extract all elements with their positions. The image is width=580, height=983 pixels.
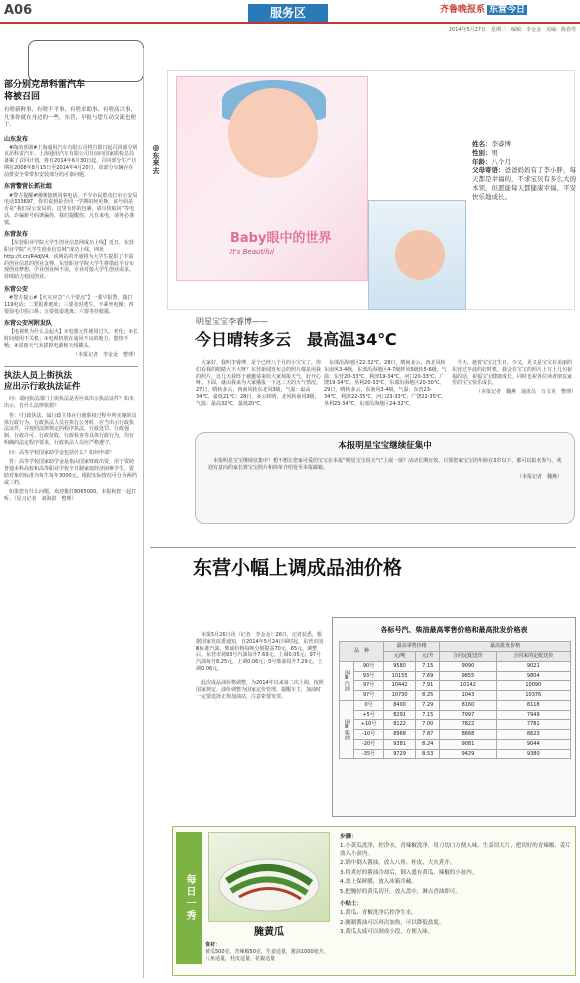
table-cell: 7822 [440, 720, 496, 730]
table-cell: 8122 [384, 720, 416, 730]
table-cell: 97号 [354, 691, 384, 701]
table-cell: 8.53 [416, 749, 440, 759]
table-group-label: 国Ⅲ柴油 [340, 700, 354, 759]
steps-title: 步骤： [340, 834, 357, 840]
daily-label: 每日一秀 [176, 832, 202, 964]
qa-headline-line2: 应出示行政执法证件 [4, 382, 81, 393]
left-column [4, 80, 138, 975]
table-cell: 8968 [384, 730, 416, 740]
table-cell: -20号 [354, 739, 384, 749]
baby-face-small [395, 230, 445, 280]
left-section-title: 东营发布 [4, 231, 29, 239]
oil-headline: 东营小幅上调成品油价格 [193, 557, 403, 579]
left-reporter: （本报记者 李金金 整理） [72, 351, 138, 358]
qa-item: 答：《行政执法，属行政主体在行使职权过程中所实施的具体行政行为。行政执法人员在执行公务时，应当出示行政执法证件，并按照法律规定的程序执法。行政处罚、行政强制、行政许可、行政征收、行政检查等具体行政行为，均有明确的法定程序要求，行政执法人员应严格遵守。 [4, 412, 137, 446]
weather-body-col2: 东部沿海地区22-32℃。28日，晴间多云，西北风转东南风3-4级，东部沿海地区4-7级阵风5级转5-6级，气温：东营20-33℃，利津19-34℃，河口20-33℃，广饶19-34℃，垦利20-33℃，东部沿海地区20-30℃。29日，晴转多云，东南风3-4级，气温：东营23-34℃，利津22-35℃，河口23-33℃，广饶22-35℃，垦利23-34℃，东部沿海地区24-32℃。 [324, 360, 447, 407]
table-cell: 7997 [440, 710, 496, 720]
oil-table-title: 各标号汽、柴油最高零售价格和最高批发价格表 [380, 626, 528, 634]
table-cell: 8291 [384, 710, 416, 720]
table-cell: 7781 [496, 720, 570, 730]
table-cell: 9381 [384, 739, 416, 749]
left-section-title: 东营公安河附发队 [4, 320, 53, 328]
recipe-step: 5.把腌好的黄瓜切开，放入盘中，淋点香油即可。 [340, 888, 461, 895]
left-section [4, 183, 138, 226]
baby-info [472, 140, 576, 310]
col-header-retail: 最高零售价格 [384, 642, 440, 652]
col-unit: 元/吨 [384, 652, 416, 662]
col-unit: 合同定配送价 [440, 652, 496, 662]
col-header-wholesale: 最高批发价格 [440, 642, 571, 652]
recipe-tip: 1.黄瓜、青椒洗净后控净生水。 [340, 910, 417, 917]
table-cell: 9090 [440, 661, 496, 671]
table-cell: 10442 [384, 681, 416, 691]
table-cell: 8400 [384, 700, 416, 710]
ingredients [205, 942, 333, 962]
header-divider [0, 22, 580, 24]
table-cell: 9380 [496, 749, 570, 759]
ingredients-title: 食材： [205, 942, 221, 948]
baby-face [228, 88, 318, 178]
oil-price-table-box [332, 617, 576, 817]
table-cell: 1043 [440, 691, 496, 701]
table-cell: 7.15 [416, 710, 440, 720]
baby-info-row [472, 149, 576, 158]
table-row [340, 700, 571, 710]
table-cell: 8160 [440, 700, 496, 710]
table-row [340, 671, 571, 681]
table-row [340, 710, 571, 720]
table-row [340, 749, 571, 759]
oil-body-1: 本报5月26日讯（记者 李金金）26日，记者获悉，根据国家发改委通知，自2014年5月24日零时起，东营市国Ⅲ标准汽油、柴油价格每吨分别提高70元、65元。调整后，东营市场93号汽油每升7.69元，上调0.05元；97号汽油每升8.25元，上调0.06元；0号柴油每升7.29元，上调0.06元。 [196, 632, 324, 672]
table-cell: 9729 [384, 749, 416, 759]
logo-suffix: 系 [476, 5, 486, 15]
page-number: A06 [4, 3, 33, 18]
recipe-tip: 3.黄瓜太咸可以剁成小段，方便入味。 [340, 929, 434, 936]
table-group-label: 国Ⅲ汽油 [340, 661, 354, 700]
table-row [340, 681, 571, 691]
table-cell: 9021 [496, 661, 570, 671]
left-section [4, 320, 138, 349]
qa-item: 答：高等学校国家助学金是指由国家财政出资，用于资助普通本科高校和高等职业学校全日制家庭经济困难学生，资助对象的标准为每生每年3000元，根据实际情况可分为两档或三档。 [4, 459, 137, 486]
oil-body-2: 此次成品油价格调整，为2014年以来第二次上调。按照国家规定，油价调整为国家定价管理。提醒车主，加油时一定要选择正规加油站，注意索要发票。 [196, 680, 324, 700]
qa-item: 如果您有什么问题，欢迎拨打8065000，本报和您一起打听。（见习记者 刘海滨 整理） [4, 489, 137, 503]
qa-headline [4, 371, 138, 393]
left-section-body: #陶冶喜剧#上海通用汽车有限公司将自即日起召回部分别克昂科雷汽车。上海通用汽车有限公司日前向国家质检总局备案了召回计划，将自2014年6月30日起，召回部分生产日期在2008年8月15日至2014年4月20日、该部分车辆存在前排安全带带扣安装部分的可靠问题。 [4, 144, 138, 178]
corner-frame [28, 40, 144, 82]
table-cell: 8.25 [416, 691, 440, 701]
vertical-label: @东来去 [152, 144, 160, 176]
recipe-step: 1.小黄瓜洗净，控净水，青辣椒洗净，用刀切口方便入味。生姜切大片，把切好的青辣椒、姜片放入小盆内。 [340, 843, 571, 857]
ingredients-text: 黄瓜500克，青辣椒50克，生姜适量，酱油1000毫升，八角适量，桂皮适量，花椒适量 [205, 948, 329, 962]
notice-box [195, 432, 575, 524]
col-header-variety: 品 种 [340, 642, 384, 662]
weather-headline: 今日晴转多云 最高温34℃ [195, 330, 397, 349]
parent-words-title: 父母寄语： [472, 166, 505, 175]
table-cell: 7.00 [416, 720, 440, 730]
table-row [340, 691, 571, 701]
table-cell: 8.24 [416, 739, 440, 749]
section-title: 服务区 [248, 4, 328, 22]
info-value: 李睿博 [491, 140, 511, 148]
parent-words-text: 爸爸妈妈有了李小胖，每天都是幸福的，不求宝贝有多么大的本领，但愿能每天都健康幸福、平安快乐地成长。 [472, 166, 576, 201]
dish-photo [208, 832, 330, 922]
table-cell: 7.29 [416, 700, 440, 710]
left-section-title: 东营公安 [4, 285, 29, 293]
weather-body-text: 今天，趁着宝宝过生日，少又，更又是宝宝在美丽的东营过早晨的好时机，我会在宝宝的照片上写上几句祝福的话，祝福宝宝健康成长，同时也祝各位读者朋友家里的宝宝快乐成长。 [452, 360, 573, 387]
section-divider [150, 547, 576, 548]
table-cell: 7.15 [416, 661, 440, 671]
left-section [4, 231, 138, 281]
table-cell: 0号 [354, 700, 384, 710]
table-row [340, 730, 571, 740]
qa-block [4, 366, 138, 503]
dish-name: 腌黄瓜 [254, 927, 284, 938]
info-key: 年龄： [472, 157, 492, 166]
weather-subhead: 明星宝宝李睿博—— [196, 317, 268, 326]
recipe-step: 2.锅中倒入酱油，放入八角、桂皮、大火煮开。 [340, 860, 456, 867]
table-header-row [340, 642, 571, 652]
table-cell: 7.87 [416, 730, 440, 740]
table-cell: 10730 [384, 691, 416, 701]
info-key: 性别： [472, 148, 492, 157]
qa-headline-line1: 执法人员上街执法 [4, 371, 73, 382]
left-section-body: #警方提醒#刚刚接到同事电话，不少市民群众打市公安局电话333697，你们说到是否同一学期如何更换，该号码是否是“我们是公安局的，这里有你的包裹，请尽快取回”等电话，诈骗新号码诱骗你，我们提醒你，凡有来电，请务必谨慎。 [4, 192, 138, 226]
notice-body: 本报明星宝宝继续征集中！想不想让您家可爱的宝宝在本报“明星宝宝说天气”上展一展？活动长期有效，只要您家宝宝的年龄在3岁以下，都可以报名参与。欢迎有意向的家长将宝宝照片和简单介绍发至本报邮箱。 [208, 458, 562, 472]
table-cell: 9429 [440, 749, 496, 759]
table-cell: 7.69 [416, 671, 440, 681]
info-value: 八个月 [491, 157, 511, 166]
baby-logo-title: Baby眼中的世界 [230, 231, 332, 246]
weather-body-col1: 大家好，我叫李睿博，是个已经八个月的小宝宝了，你们看我的眼睛大不大呀？东营新闻发布会的照片都是用我的照片，这几天我终于被邀请来给大家预报天气，好开心呀。下面，就由我来为大家播报一下这三天的天气情况。27日，晴转多云，西南风转东北风3级，气温：最高34℃，最低21℃；28日，多云转晴，北风转南风3级，气温：最高32℃，最低20℃。 [196, 360, 322, 407]
table-cell: 97号 [354, 681, 384, 691]
oil-table-body [340, 661, 571, 759]
table-cell: 9044 [496, 739, 570, 749]
recipe-steps [340, 832, 572, 937]
table-cell: 10090 [496, 681, 570, 691]
baby-info-row [472, 158, 576, 167]
table-cell: 8118 [496, 700, 570, 710]
col-unit: 合同来的定配送价 [496, 652, 570, 662]
table-cell: 9580 [384, 661, 416, 671]
table-cell: +10号 [354, 720, 384, 730]
table-cell: 10155 [384, 671, 416, 681]
left-headline-line1: 部分别克昂科雷汽车 [4, 80, 86, 90]
left-headline [4, 80, 138, 103]
logo-name: 齐鲁晚报 [440, 5, 477, 15]
recipe-step: 4.盖上保鲜膜，放入冰箱冷藏。 [340, 879, 417, 886]
table-cell: +5号 [354, 710, 384, 720]
table-cell: 8668 [440, 730, 496, 740]
table-cell: 7949 [496, 710, 570, 720]
table-cell: -10号 [354, 730, 384, 740]
table-cell: 9081 [440, 739, 496, 749]
baby-logo-sub: It's Beautiful [230, 247, 274, 256]
info-value: 男 [491, 148, 498, 157]
table-cell: 9855 [440, 671, 496, 681]
left-section-body: #警方提示#【火灾应急“六个要点”】一要早报警，拨打119电话；二要报准地址；三要及时逃生，不乘坐电梯；四要湿毛巾捂口鼻；五要低姿逃离；六要等待救援。 [4, 295, 134, 315]
table-cell: 9804 [496, 671, 570, 681]
left-section [4, 286, 138, 315]
table-cell: 7.91 [416, 681, 440, 691]
logo-badge: 东营今日 [489, 5, 526, 15]
table-cell: 90号 [354, 661, 384, 671]
table-cell: -35号 [354, 749, 384, 759]
dateline: 2014年5月27日 星期二 编辑：李金金 美编：陈春男 [448, 27, 576, 33]
baby-info-row [472, 140, 576, 149]
info-key: 姓名： [472, 140, 492, 148]
table-row [340, 661, 571, 671]
table-row [340, 739, 571, 749]
table-cell: 10376 [496, 691, 570, 701]
col-unit: 元/升 [416, 652, 440, 662]
qa-item: 问：高等学校国家助学金包括什么？如何申请？ [9, 449, 115, 456]
left-lead: 有啥新鲜事、有啥不平事、有啥求助事、有啥高兴事，凡事你就在身边的一些，东营，早报与您互动交流也便于。 [4, 107, 137, 129]
left-section-body: 【东营职业学院大学生创业信息网成功上线】近日，东营职业学院“大学生创业信息网”成功上线，网址http://t.cn/R4dJV4，该网站的开通将为大学生提供了丰富的创业信息的创业支撑，东营职业学院大学生将借此平台实现创业梦想，学业创业两不误，专业对接大学生创业需求，持续助力校园创业。 [4, 240, 135, 281]
notice-byline: （本报记者 魏燕） [516, 473, 562, 480]
recipe-step: 3.将煮好的酱油冷却后，倒入盛有黄瓜、辣椒的小盆内。 [340, 869, 478, 876]
pickle-illustration [209, 833, 329, 921]
table-cell: 93号 [354, 671, 384, 681]
tips-title: 小贴士： [340, 900, 363, 907]
left-headline-line2: 将被召回 [4, 91, 41, 102]
qa-item: 问：请问执法部门上街执法是否应该出示执法证件？如未出示，有什么法律依据？ [4, 396, 135, 410]
newspaper-logo [440, 4, 527, 16]
left-section-title: 山东发布 [4, 135, 29, 143]
notice-headline: 本报明星宝宝继续征集中 [338, 441, 432, 451]
parent-words [472, 166, 576, 201]
weather-body-col3 [452, 360, 576, 396]
table-row [340, 720, 571, 730]
table-cell: 8623 [496, 730, 570, 740]
left-section-title: 东营警营长抓社组 [4, 183, 53, 191]
oil-price-table [339, 641, 571, 759]
left-section [4, 136, 138, 179]
table-cell: 10142 [440, 681, 496, 691]
recipe-tip: 2.腌制酱油可以再次加热，可以降低盐度。 [340, 919, 445, 926]
column-divider [143, 48, 144, 978]
left-section-body: 【电视机为什么会起火】①电器元件使用过久、老化；②长时间使用不关机；③电视机放在通风不良的地方，散热不畅；④雷雨天气未拔掉电源和天线插头。 [4, 329, 138, 349]
baby-logo [230, 230, 350, 266]
weather-byline: （本报记者 魏燕 通讯员 万文克 整理） [475, 389, 576, 395]
